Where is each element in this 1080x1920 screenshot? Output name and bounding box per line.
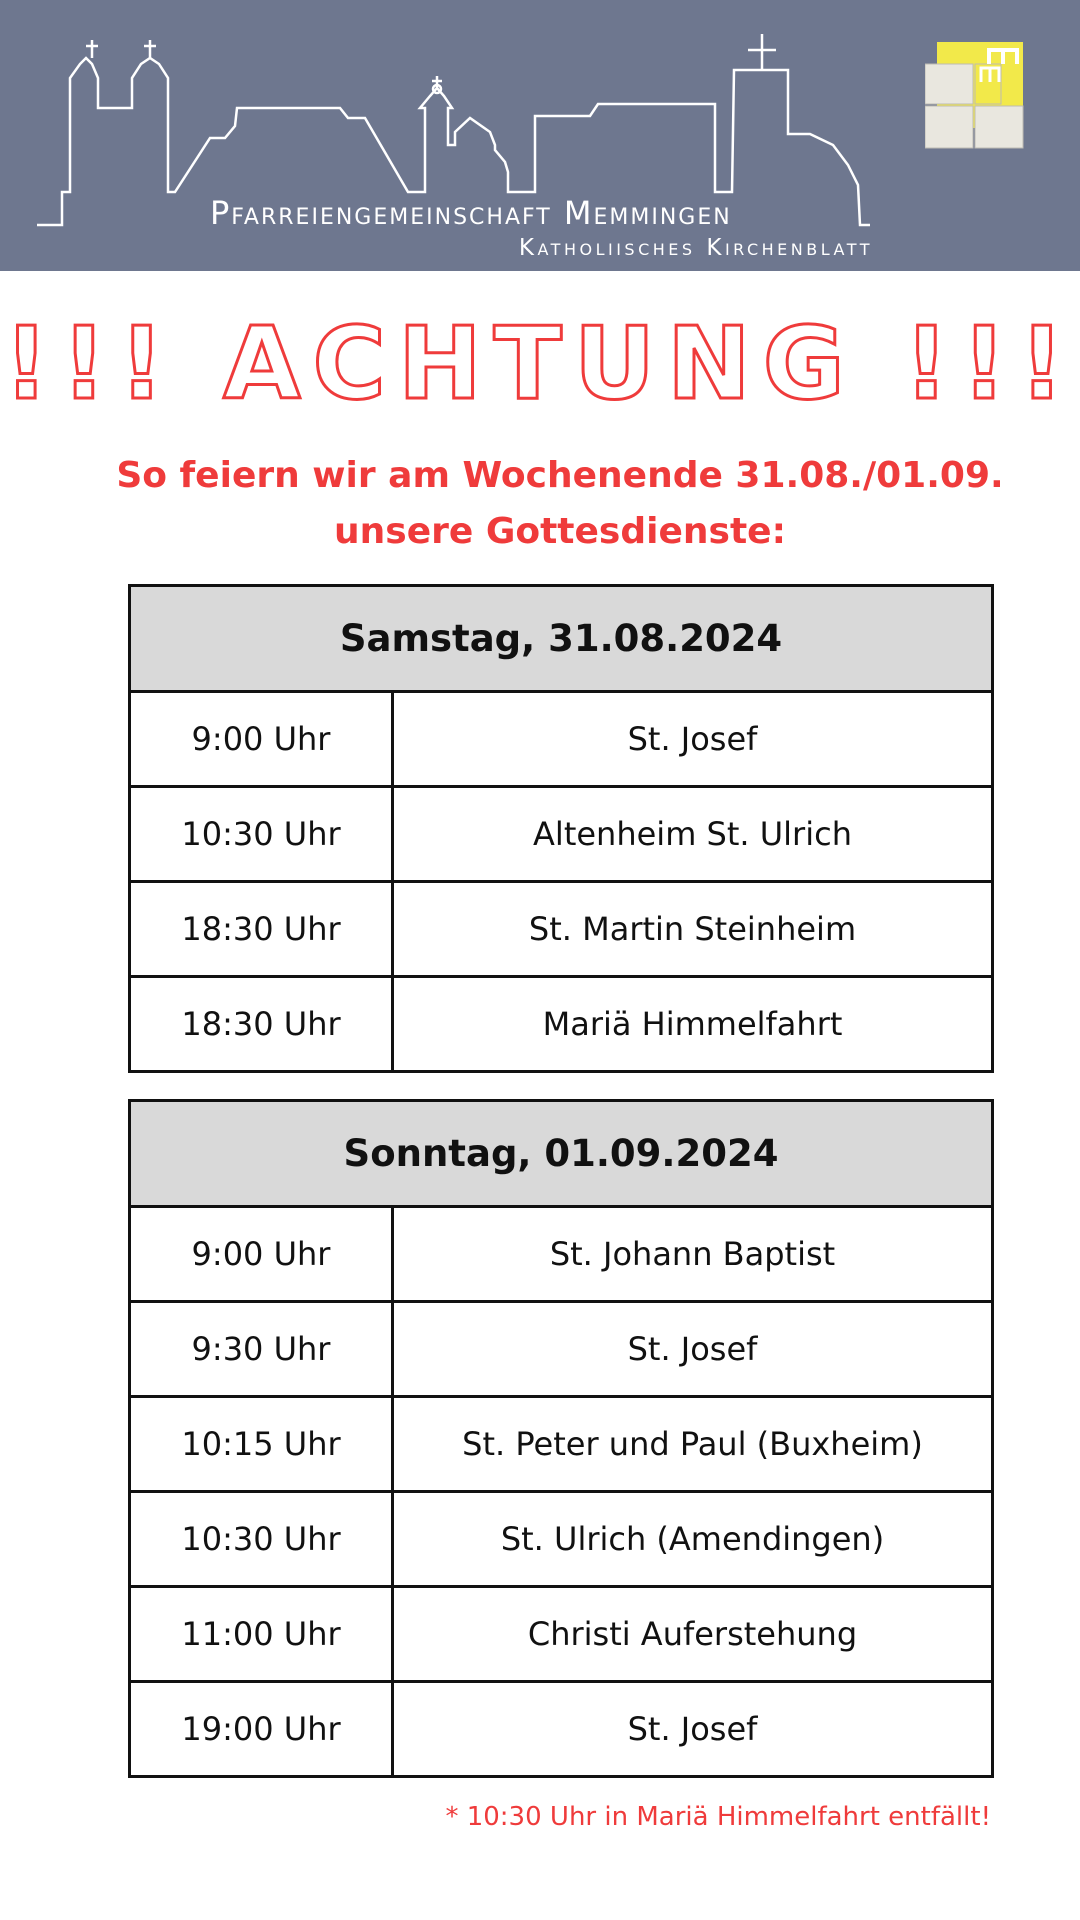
service-place: St. Josef (393, 1302, 993, 1397)
service-place: St. Peter und Paul (Buxheim) (393, 1397, 993, 1492)
sunday-schedule-table (128, 1099, 994, 1778)
service-place: Mariä Himmelfahrt (393, 977, 993, 1072)
intro-line-2: unsere Gottesdienste: (334, 511, 786, 552)
table-row (130, 1587, 993, 1682)
service-time: 18:30 Uhr (130, 882, 393, 977)
table-row (130, 1397, 993, 1492)
table-row (130, 692, 993, 787)
parish-subtitle: Katholiisches Kirchenblatt (518, 235, 873, 261)
saturday-schedule-table (128, 584, 994, 1073)
service-time: 18:30 Uhr (130, 977, 393, 1072)
service-place: St. Martin Steinheim (393, 882, 993, 977)
table-row (130, 1682, 993, 1777)
table-row (130, 1207, 993, 1302)
service-place: Altenheim St. Ulrich (393, 787, 993, 882)
table-row (130, 977, 993, 1072)
intro-text (90, 448, 1030, 560)
table-row (130, 1302, 993, 1397)
table-header-row (130, 586, 993, 692)
service-time: 10:30 Uhr (130, 1492, 393, 1587)
service-place: St. Josef (393, 692, 993, 787)
intro-line-1: So feiern wir am Wochenende 31.08./01.09. (116, 455, 1004, 496)
table-row (130, 882, 993, 977)
footnote: * 10:30 Uhr in Mariä Himmelfahrt entfällt! (445, 1802, 991, 1832)
service-time: 9:30 Uhr (130, 1302, 393, 1397)
table-row (130, 787, 993, 882)
table-header-row (130, 1101, 993, 1207)
service-place: St. Josef (393, 1682, 993, 1777)
mm-logo-icon (925, 42, 1025, 150)
service-time: 19:00 Uhr (130, 1682, 393, 1777)
achtung-headline: !!! ACHTUNG !!! (3, 305, 1077, 422)
service-time: 9:00 Uhr (130, 692, 393, 787)
table-row (130, 1492, 993, 1587)
service-time: 11:00 Uhr (130, 1587, 393, 1682)
service-time: 9:00 Uhr (130, 1207, 393, 1302)
service-time: 10:15 Uhr (130, 1397, 393, 1492)
service-place: St. Ulrich (Amendingen) (393, 1492, 993, 1587)
parish-name: Pfarreiengemeinschaft Memmingen (210, 194, 732, 232)
service-time: 10:30 Uhr (130, 787, 393, 882)
sunday-title: Sonntag, 01.09.2024 (130, 1101, 993, 1207)
saturday-title: Samstag, 31.08.2024 (130, 586, 993, 692)
service-place: St. Johann Baptist (393, 1207, 993, 1302)
header-banner (0, 0, 1080, 271)
service-place: Christi Auferstehung (393, 1587, 993, 1682)
